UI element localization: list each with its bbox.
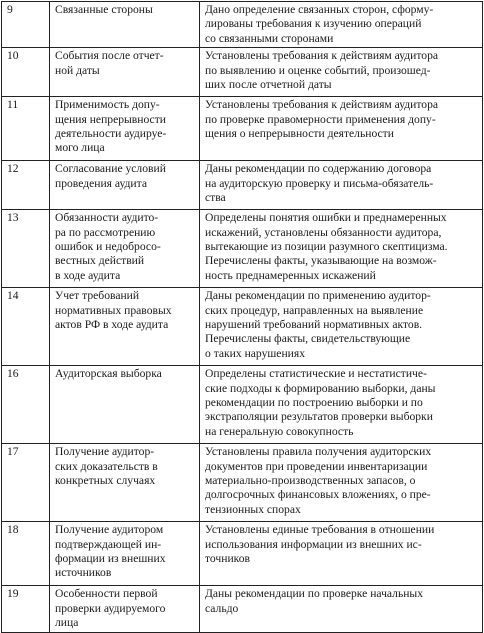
standard-title: События после отчет- ной даты <box>50 48 200 97</box>
standard-title: Согласование условий проведения аудита <box>50 161 200 210</box>
row-number: 16 <box>2 366 50 444</box>
standard-title: Получение аудитором подтверждающей ин- формации из внешних источников <box>50 522 200 586</box>
standard-description: Установлены требования к действиям аудитора по выявлению и оценке событий, произошед- ших после отчетной даты <box>200 48 483 97</box>
row-number: 12 <box>2 161 50 210</box>
standard-title: Связанные стороны <box>50 2 200 48</box>
table-row <box>2 2 483 48</box>
standard-title: Применимость допу- щения непрерывности деятельности аудируе- мого лица <box>50 97 200 161</box>
standard-description: Установлены единые требования в отношении использования информации из внешних ис- точников <box>200 522 483 586</box>
table-row <box>2 288 483 366</box>
table-row <box>2 161 483 210</box>
standard-description: Даны рекомендации по проверке начальных сальдо <box>200 586 483 633</box>
standard-title: Аудиторская выборка <box>50 366 200 444</box>
row-number: 9 <box>2 2 50 48</box>
standards-table <box>1 1 483 633</box>
standard-title: Получение аудитор- ских доказательств в конкретных случаях <box>50 444 200 522</box>
table-row <box>2 522 483 586</box>
standard-description: Даны рекомендации по применению аудитор- ских процедур, направленных на выявление нарушений требований нормативных актов. Перечислены факты, свидетельствующие о таких нарушениях <box>200 288 483 366</box>
table-row <box>2 48 483 97</box>
standard-title: Обязанности аудито- ра по рассмотрению ошибок и недобросо- вестных действий в ходе аудита <box>50 210 200 288</box>
standard-title: Учет требований нормативных правовых актов РФ в ходе аудита <box>50 288 200 366</box>
standard-description: Установлены правила получения аудиторских документов при проведении инвентаризации материально-производственных запасов, о долгосрочных финансовых вложениях, о пре- тензионных спорах <box>200 444 483 522</box>
row-number: 11 <box>2 97 50 161</box>
standard-title: Особенности первой проверки аудируемого лица <box>50 586 200 633</box>
standard-description: Дано определение связанных сторон, сформу- лированы требования к изучению операций со связанными сторонами <box>200 2 483 48</box>
table-row <box>2 210 483 288</box>
table-row <box>2 97 483 161</box>
row-number: 13 <box>2 210 50 288</box>
table-row <box>2 444 483 522</box>
standard-description: Определены понятия ошибки и преднамеренных искажений, установлены обязанности аудитора, вытекающие из позиции разумного скептицизма. Перечислены факты, указывающие на возмож- ность преднамеренных искажений <box>200 210 483 288</box>
standard-description: Установлены требования к действиям аудитора по проверке правомерности применения допу- щения о непрерывности деятельности <box>200 97 483 161</box>
row-number: 19 <box>2 586 50 633</box>
row-number: 18 <box>2 522 50 586</box>
row-number: 17 <box>2 444 50 522</box>
standard-description: Определены статистические и нестатистиче- ские подходы к формированию выборки, даны рекомендации по построению выборки и по экстраполяции результатов проверки выборки на генеральную совокупность <box>200 366 483 444</box>
table-row <box>2 586 483 633</box>
table-row <box>2 366 483 444</box>
row-number: 10 <box>2 48 50 97</box>
standard-description: Даны рекомендации по содержанию договора на аудиторскую проверку и письма-обязатель- ства <box>200 161 483 210</box>
row-number: 14 <box>2 288 50 366</box>
